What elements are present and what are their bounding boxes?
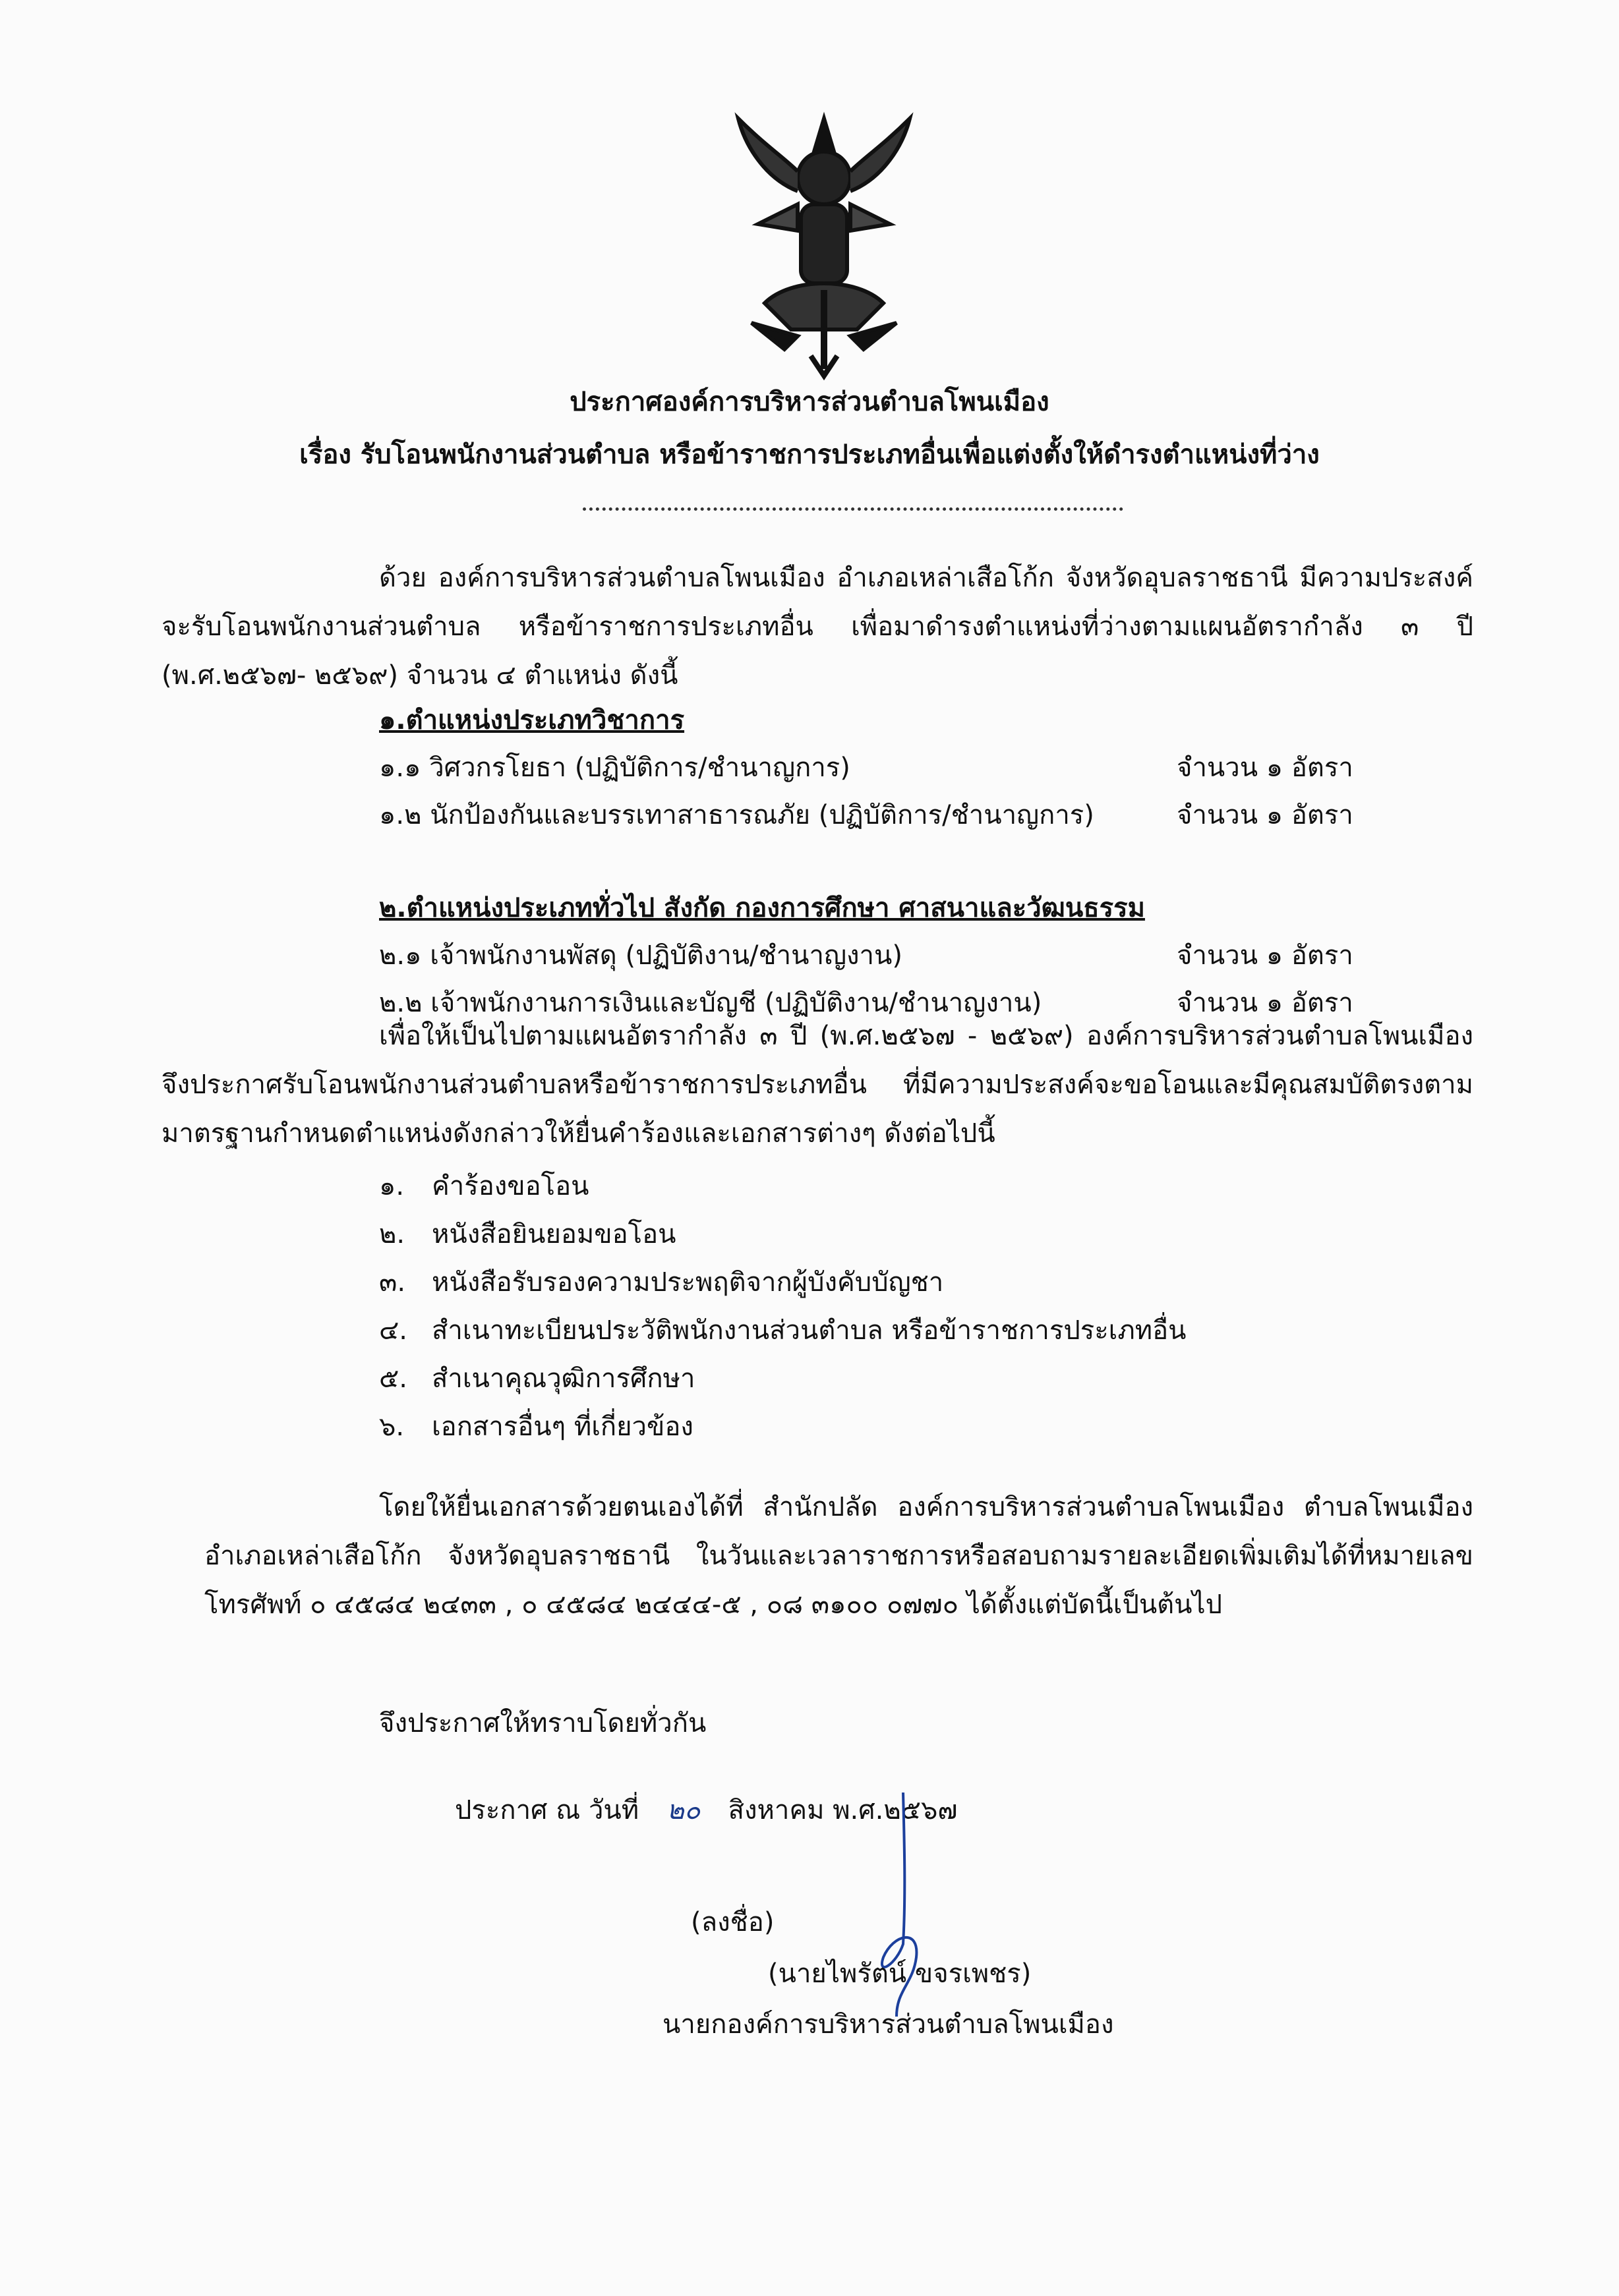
signer-name: (นายไพรัตน์ ขจรเพชร) — [768, 1959, 1032, 1989]
date-prefix: ประกาศ ณ วันที่ — [455, 1795, 639, 1825]
position-name: ๑.๒ นักป้องกันและบรรเทาสาธารณภัย (ปฏิบัติการ/ชำนาญการ) — [379, 800, 1094, 830]
submission-text: โดยให้ยื่นเอกสารด้วยตนเองได้ที่ สำนักปลัด องค์การบริหารส่วนตำบลโพนเมือง ตำบลโพนเมือง อำเภอเหล่าเสือโก้ก จังหวัดอุบลราชธานี ในวันและเวลาราชการหรือสอบถามรายละเอียดเพิ่มเติมได้ที่หมายเลขโทรศัพท์ ๐ ๔๕๘๔ ๒๔๓๓ , ๐ ๔๕๘๔ ๒๔๔๔-๕ , ๐๘ ๓๑๐๐ ๐๗๗๐ ได้ตั้งแต่บัดนี้เป็นต้นไป — [204, 1492, 1473, 1620]
document-item: ๔. สำเนาทะเบียนประวัติพนักงานส่วนตำบล หรือข้าราชการประเภทอื่น — [379, 1315, 1187, 1346]
document-item: ๖. เอกสารอื่นๆ ที่เกี่ยวข้อง — [379, 1412, 693, 1442]
position-count: จำนวน ๑ อัตรา — [1177, 940, 1353, 971]
section-heading-general: ๒.ตำแหน่งประเภททั่วไป สังกัด กองการศึกษา ศาสนาและวัฒนธรรม — [379, 893, 1145, 923]
date-day: ๒๐ — [666, 1795, 701, 1825]
document-item: ๒. หนังสือยินยอมขอโอน — [379, 1219, 676, 1249]
position-name: ๑.๑ วิศวกรโยธา (ปฏิบัติการ/ชำนาญการ) — [379, 753, 850, 783]
intro-paragraph — [162, 554, 1473, 700]
position-name: ๒.๒ เจ้าพนักงานการเงินและบัญชี (ปฏิบัติงาน/ชำนาญงาน) — [379, 988, 1042, 1018]
signature-label: (ลงชื่อ) — [691, 1907, 775, 1937]
document-item: ๕. สำเนาคุณวุฒิการศึกษา — [379, 1363, 695, 1394]
closing-line: จึงประกาศให้ทราบโดยทั่วกัน — [379, 1708, 707, 1738]
position-count: จำนวน ๑ อัตรา — [1177, 988, 1353, 1018]
position-count: จำนวน ๑ อัตรา — [1177, 753, 1353, 783]
announcement-subject: เรื่อง รับโอนพนักงานส่วนตำบล หรือข้าราชการประเภทอื่นเพื่อแต่งตั้งให้ดำรงตำแหน่งที่ว่าง — [299, 440, 1320, 470]
position-name: ๒.๑ เจ้าพนักงานพัสดุ (ปฏิบัติงาน/ชำนาญงาน) — [379, 940, 902, 971]
position-count: จำนวน ๑ อัตรา — [1177, 800, 1353, 830]
purpose-paragraph — [162, 1012, 1473, 1158]
document-item: ๓. หนังสือรับรองความประพฤติจากผู้บังคับบัญชา — [379, 1267, 944, 1298]
purpose-text: เพื่อให้เป็นไปตามแผนอัตรากำลัง ๓ ปี (พ.ศ.๒๕๖๗ - ๒๕๖๙) องค์การบริหารส่วนตำบลโพนเมือง จึงประกาศรับโอนพนักงานส่วนตำบลหรือข้าราชการประเภทอื่น ที่มีความประสงค์จะขอโอนและมีคุณสมบัติตรงตามมาตรฐานกำหนดตำแหน่งดังกล่าวให้ยื่นคำร้องและเอกสารต่างๆ ดังต่อไปนี้ — [162, 1021, 1473, 1149]
document-item: ๑. คำร้องขอโอน — [379, 1171, 589, 1201]
intro-text: ด้วย องค์การบริหารส่วนตำบลโพนเมือง อำเภอเหล่าเสือโก้ก จังหวัดอุบลราชธานี มีความประสงค์จะรับโอนพนักงานส่วนตำบล หรือข้าราชการประเภทอื่น เพื่อมาดำรงตำแหน่งที่ว่างตามแผนอัตรากำลัง ๓ ปี (พ.ศ.๒๕๖๗- ๒๕๖๙) จำนวน ๔ ตำแหน่ง ดังนี้ — [162, 563, 1473, 691]
section-heading-academic: ๑.ตำแหน่งประเภทวิชาการ — [379, 705, 685, 735]
submission-paragraph — [204, 1483, 1473, 1629]
divider — [583, 507, 1123, 511]
announcement-title: ประกาศองค์การบริหารส่วนตำบลโพนเมือง — [570, 387, 1049, 417]
date-month-year: สิงหาคม พ.ศ.๒๕๖๗ — [728, 1795, 958, 1825]
signer-title: นายกองค์การบริหารส่วนตำบลโพนเมือง — [662, 2009, 1114, 2040]
garuda-emblem-icon — [725, 105, 923, 382]
